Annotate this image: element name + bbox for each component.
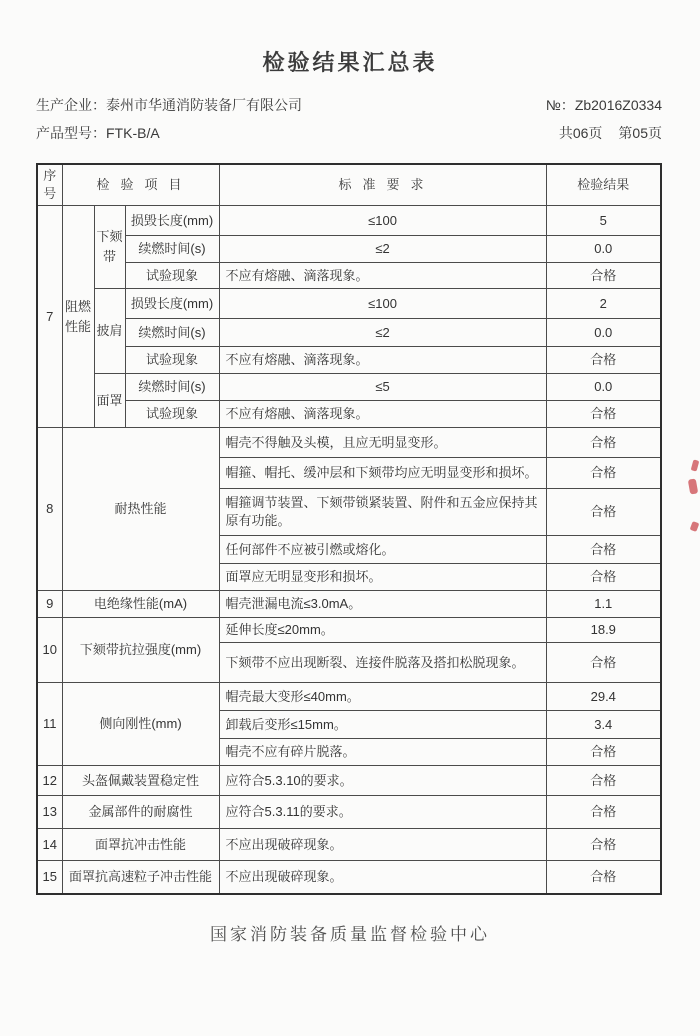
table-row bbox=[37, 591, 661, 618]
result-cell: 0.0 bbox=[546, 319, 661, 347]
item-cell: 试验现象 bbox=[125, 263, 219, 289]
manufacturer-line bbox=[36, 91, 302, 119]
header-row bbox=[37, 164, 661, 206]
result-cell: 2 bbox=[546, 289, 661, 319]
result-cell: 合格 bbox=[546, 861, 661, 894]
standard-cell: 不应有熔融、滴落现象。 bbox=[219, 401, 546, 428]
result-cell: 合格 bbox=[546, 739, 661, 766]
table-row bbox=[37, 263, 661, 289]
table-row bbox=[37, 618, 661, 643]
result-cell: 1.1 bbox=[546, 591, 661, 618]
standard-cell: 不应有熔融、滴落现象。 bbox=[219, 347, 546, 374]
page-current: 第05页 bbox=[618, 125, 662, 141]
table-row bbox=[37, 319, 661, 347]
standard-cell: 不应出现破碎现象。 bbox=[219, 861, 546, 894]
table-row bbox=[37, 401, 661, 428]
standard-cell: 下颏带不应出现断裂、连接件脱落及搭扣松脱现象。 bbox=[219, 643, 546, 683]
seq-cell: 9 bbox=[37, 591, 62, 618]
page-title: 检验结果汇总表 bbox=[262, 50, 438, 75]
result-cell: 合格 bbox=[546, 489, 661, 536]
result-cell: 合格 bbox=[546, 829, 661, 861]
result-cell: 合格 bbox=[546, 564, 661, 591]
part-cell: 面罩 bbox=[94, 374, 125, 428]
group-cell: 阻燃性能 bbox=[62, 206, 94, 428]
table-row bbox=[37, 796, 661, 829]
result-cell: 合格 bbox=[546, 347, 661, 374]
table-row bbox=[37, 428, 661, 458]
report-number-value: Zb2016Z0334 bbox=[574, 97, 662, 113]
item-cell: 金属部件的耐腐性 bbox=[62, 796, 219, 829]
item-cell: 耐热性能 bbox=[62, 428, 219, 591]
standard-cell: 帽壳泄漏电流≤3.0mA。 bbox=[219, 591, 546, 618]
item-cell: 头盔佩戴装置稳定性 bbox=[62, 766, 219, 796]
standard-cell: 帽壳不得触及头模，且应无明显变形。 bbox=[219, 428, 546, 458]
result-cell: 29.4 bbox=[546, 683, 661, 711]
red-ink-mark bbox=[691, 459, 700, 471]
table-row bbox=[37, 347, 661, 374]
report-number-label: №： bbox=[545, 97, 575, 113]
standard-cell: 不应出现破碎现象。 bbox=[219, 829, 546, 861]
standard-cell: ≤100 bbox=[219, 206, 546, 236]
seq-cell: 13 bbox=[37, 796, 62, 829]
result-cell: 合格 bbox=[546, 458, 661, 489]
result-cell: 合格 bbox=[546, 401, 661, 428]
product-model-label: 产品型号： bbox=[36, 125, 106, 141]
item-cell: 下颏带抗拉强度(mm) bbox=[62, 618, 219, 683]
table-row bbox=[37, 289, 661, 319]
item-cell: 续燃时间(s) bbox=[125, 236, 219, 263]
result-cell: 合格 bbox=[546, 263, 661, 289]
result-cell: 合格 bbox=[546, 643, 661, 683]
report-number-line bbox=[546, 91, 662, 119]
table-row bbox=[37, 206, 661, 236]
standard-cell: 应符合5.3.11的要求。 bbox=[219, 796, 546, 829]
item-cell: 电绝缘性能(mA) bbox=[62, 591, 219, 618]
part-cell: 披肩 bbox=[94, 289, 125, 374]
result-cell: 3.4 bbox=[546, 711, 661, 739]
item-cell: 续燃时间(s) bbox=[125, 374, 219, 401]
header-standard-cell: 标准要求 bbox=[219, 164, 546, 206]
item-cell: 面罩抗冲击性能 bbox=[62, 829, 219, 861]
result-cell: 18.9 bbox=[546, 618, 661, 643]
standard-cell: 任何部件不应被引燃或熔化。 bbox=[219, 536, 546, 564]
table-row bbox=[37, 374, 661, 401]
table-row bbox=[37, 829, 661, 861]
seq-cell: 10 bbox=[37, 618, 62, 683]
issuing-center-name: 国家消防装备质量监督检验中心 bbox=[210, 924, 490, 944]
standard-cell: ≤2 bbox=[219, 236, 546, 263]
manufacturer-label: 生产企业： bbox=[36, 97, 106, 113]
item-cell: 面罩抗高速粒子冲击性能 bbox=[62, 861, 219, 894]
red-ink-mark bbox=[690, 521, 700, 532]
table-row bbox=[37, 766, 661, 796]
seq-cell: 15 bbox=[37, 861, 62, 894]
item-cell: 续燃时间(s) bbox=[125, 319, 219, 347]
pages-total: 共06页 bbox=[558, 125, 603, 141]
result-cell: 5 bbox=[546, 206, 661, 236]
table-row bbox=[37, 861, 661, 894]
table-row bbox=[37, 683, 661, 711]
product-model-value: FTK-B/A bbox=[106, 125, 160, 141]
item-cell: 损毁长度(mm) bbox=[125, 206, 219, 236]
standard-cell: 不应有熔融、滴落现象。 bbox=[219, 263, 546, 289]
header-result-cell: 检验结果 bbox=[546, 164, 661, 206]
document-page bbox=[0, 46, 700, 1036]
result-cell: 0.0 bbox=[546, 236, 661, 263]
part-cell: 下颏带 bbox=[94, 206, 125, 289]
results-table bbox=[36, 163, 662, 895]
seq-cell: 14 bbox=[37, 829, 62, 861]
standard-cell: 面罩应无明显变形和损坏。 bbox=[219, 564, 546, 591]
header-item-cell: 检验项目 bbox=[62, 164, 219, 206]
report-info bbox=[36, 91, 662, 147]
result-cell: 合格 bbox=[546, 766, 661, 796]
standard-cell: 帽壳最大变形≤40mm。 bbox=[219, 683, 546, 711]
report-info-left bbox=[36, 91, 302, 147]
header-no-cell: 序号 bbox=[37, 164, 62, 206]
result-cell: 合格 bbox=[546, 536, 661, 564]
red-ink-mark bbox=[688, 478, 698, 494]
result-cell: 0.0 bbox=[546, 374, 661, 401]
standard-cell: 帽壳不应有碎片脱落。 bbox=[219, 739, 546, 766]
table-row bbox=[37, 236, 661, 263]
seq-cell: 11 bbox=[37, 683, 62, 766]
standard-cell: ≤2 bbox=[219, 319, 546, 347]
product-model-line bbox=[36, 119, 302, 147]
item-cell: 试验现象 bbox=[125, 347, 219, 374]
seq-cell: 8 bbox=[37, 428, 62, 591]
item-cell: 损毁长度(mm) bbox=[125, 289, 219, 319]
item-cell: 试验现象 bbox=[125, 401, 219, 428]
result-cell: 合格 bbox=[546, 796, 661, 829]
page-count-line bbox=[546, 119, 662, 147]
seq-cell: 12 bbox=[37, 766, 62, 796]
standard-cell: 应符合5.3.10的要求。 bbox=[219, 766, 546, 796]
report-info-right bbox=[546, 91, 662, 147]
manufacturer-value: 泰州市华通消防装备厂有限公司 bbox=[106, 97, 302, 113]
seq-cell: 7 bbox=[37, 206, 62, 428]
standard-cell: 帽箍调节装置、下颏带锁紧装置、附件和五金应保持其原有功能。 bbox=[219, 489, 546, 536]
standard-cell: 帽箍、帽托、缓冲层和下颏带均应无明显变形和损坏。 bbox=[219, 458, 546, 489]
result-cell: 合格 bbox=[546, 428, 661, 458]
item-cell: 侧向刚性(mm) bbox=[62, 683, 219, 766]
standard-cell: ≤100 bbox=[219, 289, 546, 319]
standard-cell: 卸载后变形≤15mm。 bbox=[219, 711, 546, 739]
standard-cell: ≤5 bbox=[219, 374, 546, 401]
standard-cell: 延伸长度≤20mm。 bbox=[219, 618, 546, 643]
